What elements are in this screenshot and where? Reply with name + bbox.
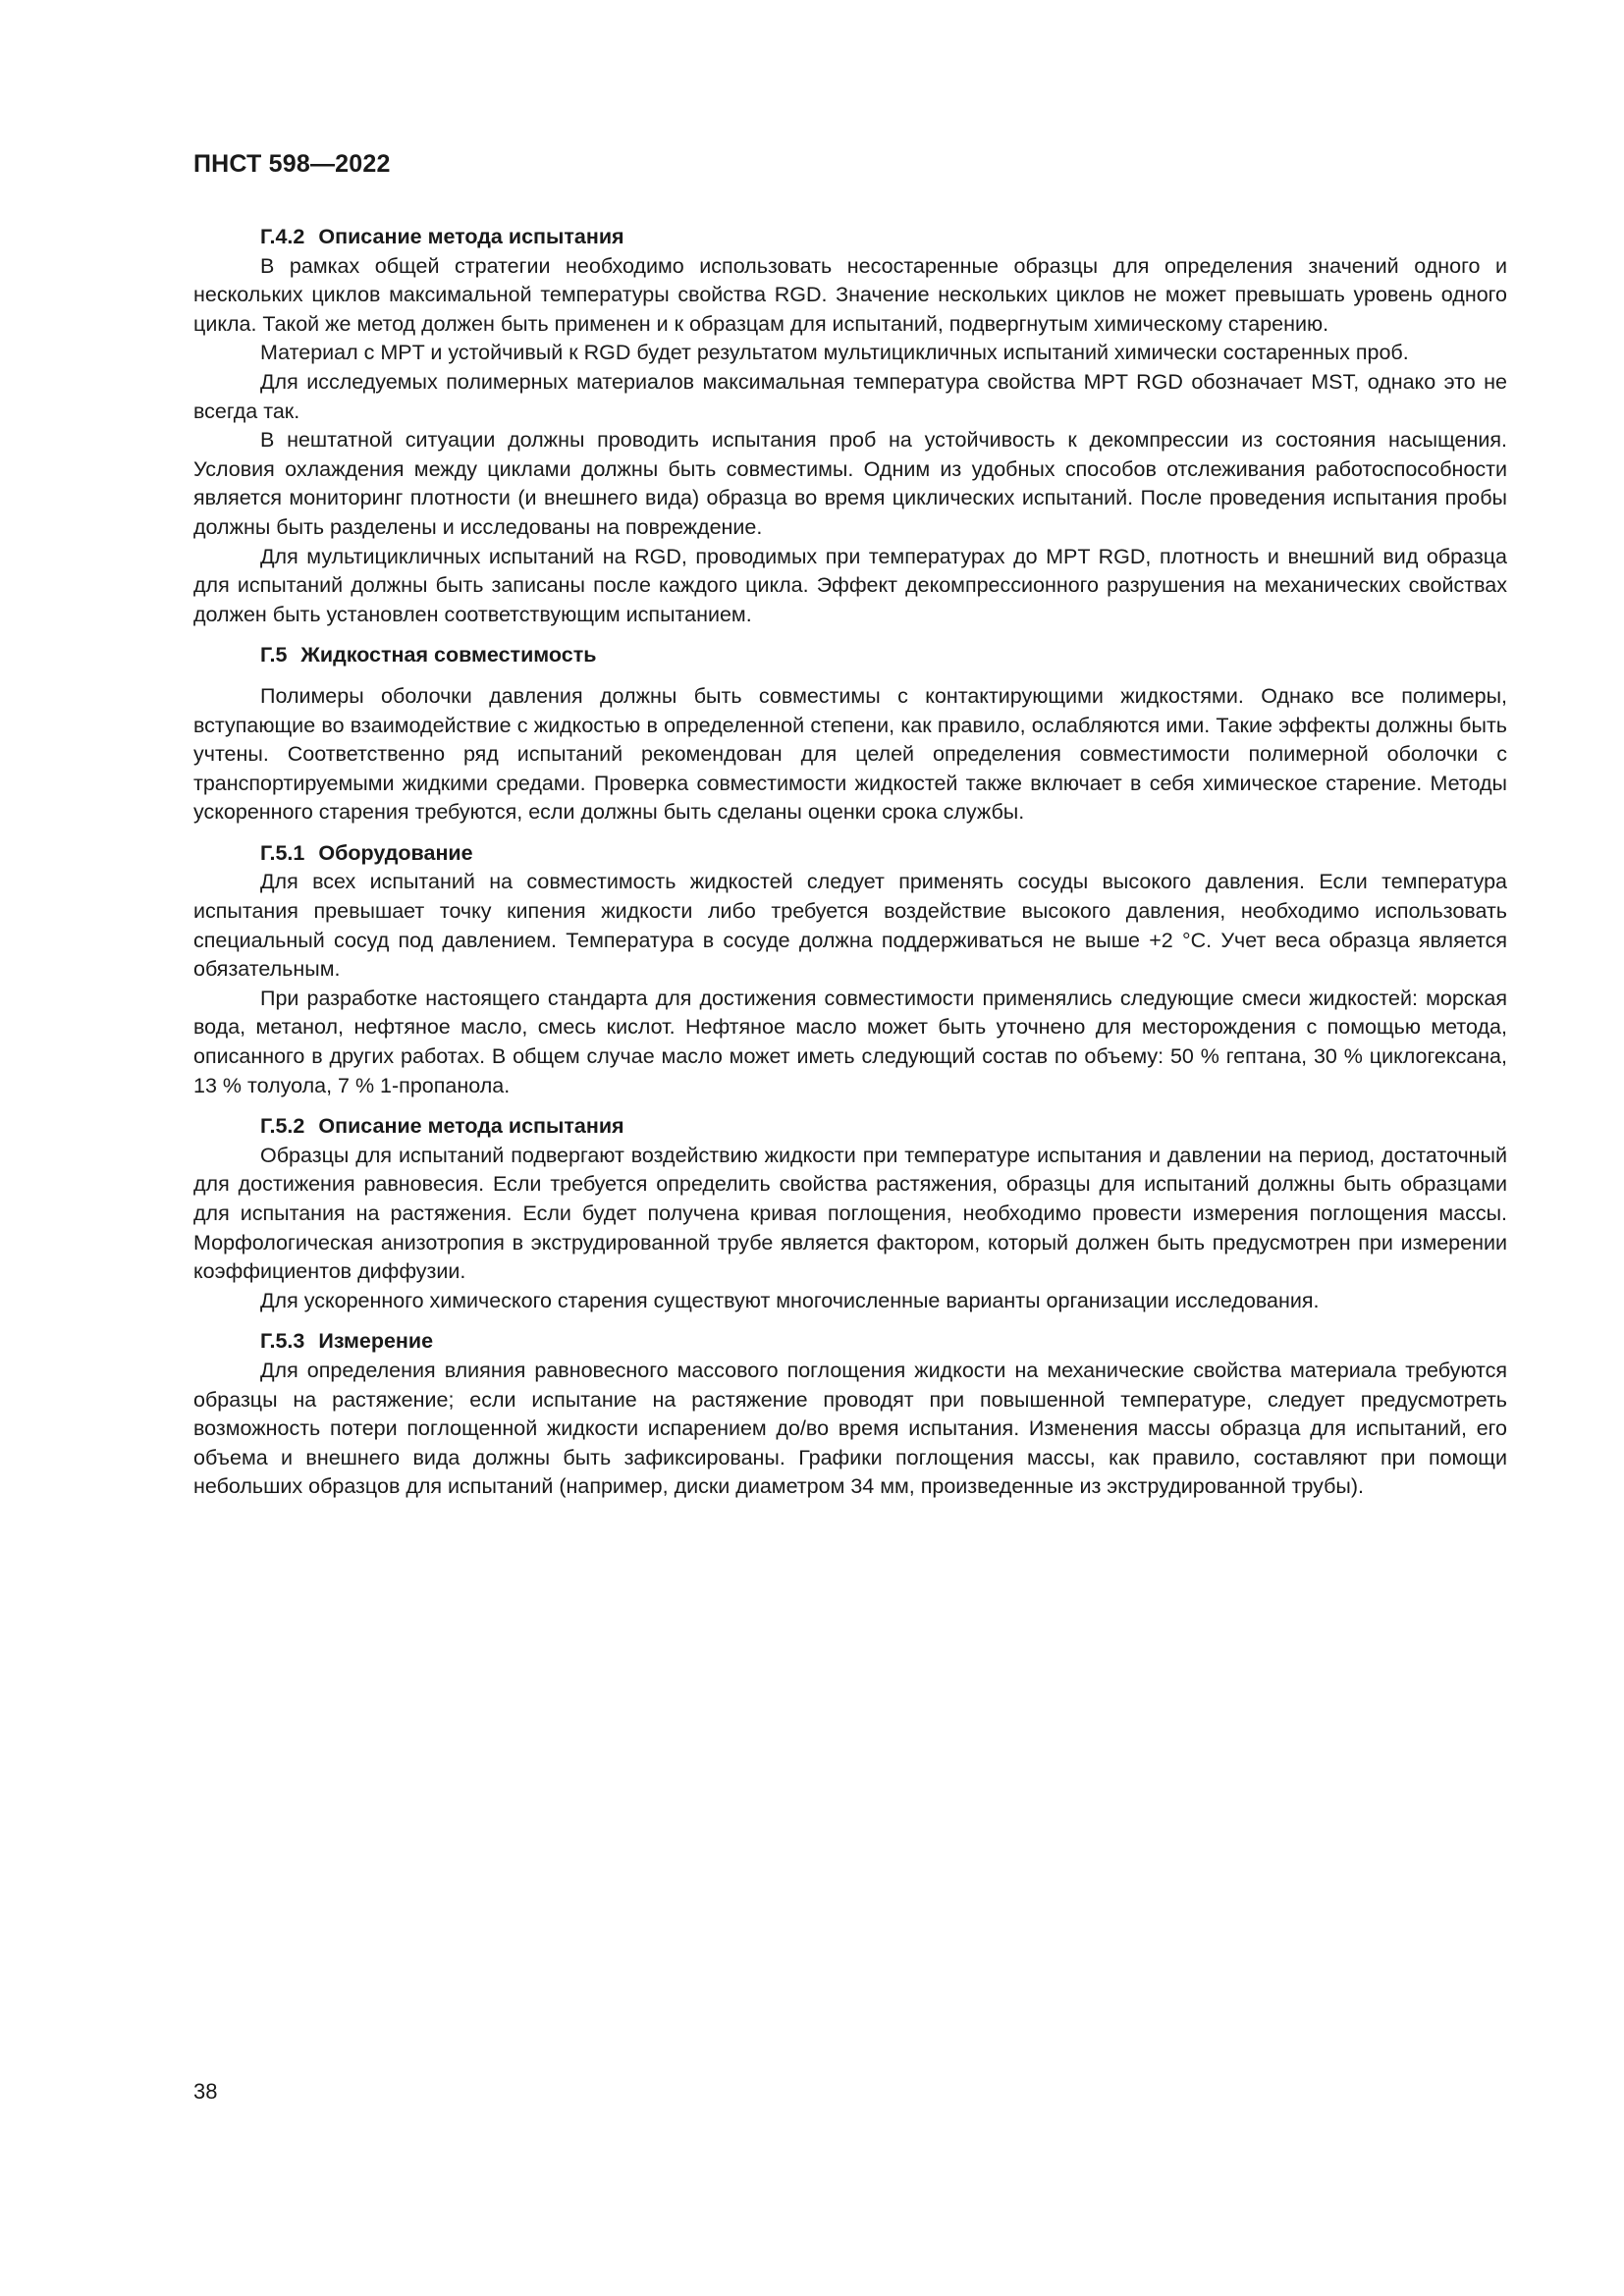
document-code-header: ПНСТ 598—2022 (193, 150, 391, 178)
section-title: Описание метода испытания (318, 1114, 624, 1139)
section-heading (193, 641, 1507, 670)
paragraph: Для всех испытаний на совместимость жидкостей следует применять сосуды высокого давления. Если температура испытания превышает точку кипения жидкости либо требуется воздействие высокого давления, необходимо использовать специальный сосуд под давлением. Температура в сосуде должна поддерживаться не выше +2 °С. Учет веса образца является обязательным. (193, 870, 1507, 982)
section-number: Г.5.3 (260, 1329, 305, 1354)
paragraph: При разработке настоящего стандарта для достижения совместимости применялись следующие смеси жидкостей: морская вода, метанол, нефтяное масло, смесь кислот. Нефтяное масло может быть уточнено для месторождения с помощью метода, описанного в других работах. В общем случае масло может иметь следующий состав по объему: 50 % гептана, 30 % циклогексана, 13 % толуола, 7 % 1-пропанола. (193, 986, 1507, 1097)
paragraph: В нештатной ситуации должны проводить испытания проб на устойчивость к декомпрессии из состояния насыщения. Условия охлаждения между циклами должны быть совместимы. Одним из удобных способов отслеживания работоспособности является мониторинг плотности (и внешнего вида) образца во время циклических испытаний. После проведения испытания пробы должны быть разделены и исследованы на повреждение. (193, 428, 1507, 539)
section-title: Измерение (318, 1329, 434, 1354)
paragraph: Для определения влияния равновесного массового поглощения жидкости на механические свойства материала требуются образцы на растяжение; если испытание на растяжение проводят при повышенной температуре, следует предусмотреть возможность потери поглощенной жидкости испарением до/во время испытания. Изменения массы образца для испытаний, его объема и внешнего вида должны быть зафиксированы. Графики поглощения массы, как правило, составляют при помощи небольших образцов для испытаний (например, диски диаметром 34 мм, произведенные из экструдированной трубы). (193, 1358, 1507, 1499)
section-number: Г.5.2 (260, 1114, 305, 1139)
paragraph: Для ускоренного химического старения существуют многочисленные варианты организации исследования. (260, 1288, 1320, 1312)
section-title: Оборудование (318, 840, 473, 865)
paragraph: Для мультицикличных испытаний на RGD, проводимых при температурах до MPT RGD, плотность и внешний вид образца для испытаний должны быть записаны после каждого цикла. Эффект декомпрессионного разрушения на механических свойствах должен быть установлен соответствующим испытанием. (193, 544, 1507, 626)
section-heading (193, 1112, 1507, 1142)
paragraph: Материал с MPT и устойчивый к RGD будет результатом мультицикличных испытаний химически состаренных проб. (260, 341, 1409, 365)
section-heading (193, 1327, 1507, 1357)
paragraph: Полимеры оболочки давления должны быть совместимы с контактирующими жидкостями. Однако все полимеры, вступающие во взаимодействие с жидкостью в определенной степени, как правило, ослабляются ими. Такие эффекты должны быть учтены. Соответственно ряд испытаний рекомендован для целей определения совместимости полимерной оболочки с транспортируемыми жидкими средами. Проверка совместимости жидкостей также включает в себя химическое старение. Методы ускоренного старения требуются, если должны быть сделаны оценки срока службы. (193, 683, 1507, 825)
section-title: Описание метода испытания (318, 225, 624, 248)
section-number: Г.5.1 (260, 840, 305, 865)
section-g-4-2 (193, 223, 1507, 629)
section-g-5-3 (193, 1327, 1507, 1502)
paragraph: Для исследуемых полимерных материалов максимальная температура свойства MPT RGD обозначает MST, однако это не всегда так. (193, 369, 1507, 423)
paragraph: Образцы для испытаний подвергают воздействию жидкости при температуре испытания и давлении на период, достаточный для достижения равновесия. Если требуется определить свойства растяжения, образцы для испытаний должны быть образцами для испытания на растяжения. Если будет получена кривая поглощения, необходимо провести измерения поглощения массы. Морфологическая анизотропия в экструдированной трубе является фактором, который должен быть предусмотрен при измерении коэффициентов диффузии. (193, 1143, 1507, 1284)
section-g-5 (193, 641, 1507, 828)
document-body (193, 223, 1507, 1514)
section-heading (193, 839, 1507, 869)
section-heading (193, 223, 1507, 252)
paragraph: В рамках общей стратегии необходимо использовать несостаренные образцы для определения значений одного и нескольких циклов максимальной температуры свойства RGD. Значение нескольких циклов не может превышать уровень одного цикла. Такой же метод должен быть применен и к образцам для испытаний, подвергнутым химическому старению. (193, 253, 1507, 336)
section-g-5-1 (193, 839, 1507, 1100)
section-title: Жидкостная совместимость (300, 643, 597, 667)
section-g-5-2 (193, 1112, 1507, 1315)
page-number: 38 (193, 2079, 218, 2104)
section-number: Г.4.2 (260, 225, 305, 248)
section-number: Г.5 (260, 643, 288, 667)
